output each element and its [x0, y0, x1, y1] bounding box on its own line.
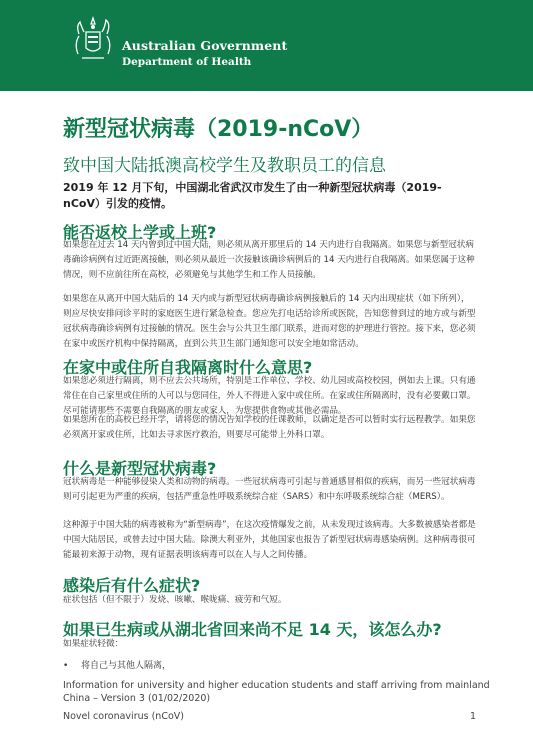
paragraph-virus-1: 冠状病毒是一种能够侵染人类和动物的病毒。一些冠状病毒可引起与普通感冒相似的疾病，而另一些冠状病毒则可引起更为严重的疾病，包括严重急性呼吸系统综合症（SARS）和中东呼吸系统综合症（MERS）。 — [63, 477, 476, 502]
paragraph-isolation-1: 如果您必须进行隔离，则不应去公共场所，特别是工作单位、学校、幼儿园或高校校园，例如去上课。只有通常住在自己家里或住所的人可以与您同住，外人不得进入家中或住所。在家或住所隔离时，没有必要戴口罩。尽可能请那些不需要自我隔离的朋友或家人，为您提供食物或其他必需品。 — [63, 376, 476, 416]
page-number: 1 — [470, 711, 477, 722]
heading-self-isolation: 在家中或住所自我隔离时什么意思? — [63, 358, 313, 377]
paragraph-isolation-2: 如果您所在的高校已经开学，请将您的情况告知学校的任课教师，以确定是否可以暂时实行远程教学。如果您必须离开家或住所，比如去寻求医疗救治，则要尽可能带上外科口罩。 — [63, 415, 476, 440]
page-title: 新型冠状病毒（2019-nCoV） — [63, 117, 374, 142]
intro-paragraph: 2019 年 12 月下旬，中国湖北省武汉市发生了由一种新型冠状病毒（2019-nCoV）引发的疫情。 — [63, 181, 442, 210]
heading-if-sick: 如果已生病或从湖北省回来尚不足 14 天，该怎么办? — [63, 620, 442, 639]
page-subtitle: 致中国大陆抵澳高校学生及教职员工的信息 — [63, 156, 386, 176]
government-name: Australian Government — [122, 38, 288, 53]
australian-coat-of-arms-icon — [70, 14, 116, 66]
footer-document-name: Novel coronavirus (nCoV) — [63, 711, 184, 722]
paragraph-return-1: 如果您在过去 14 天内曾到过中国大陆，则必须从离开那里后的 14 天内进行自我隔离。如果您与新型冠状病毒确诊病例有过近距离接触，则必须从最近一次接触该确诊病例后的 14 天内进行自我隔离。如果您属于这种情况，则不应前往所在高校，必须避免与其他学生和工作人员接触。 — [63, 240, 475, 280]
header-banner — [0, 0, 533, 91]
paragraph-return-2: 如果您在从离开中国大陆后的 14 天内或与新型冠状病毒确诊病例接触后的 14 天内出现症状（如下所列），则应尽快安排问诊平时的家庭医生进行紧急检查。您应先打电话给诊所或医院，告知您曾到过的地方或与新型冠状病毒确诊病例有过接触的情况。医生会与公共卫生部门联系，进而对您的护理进行管控。接下来，您必须在家中或医疗机构中保持隔离，直到公共卫生部门通知您可以安全地如常活动。 — [63, 294, 476, 349]
heading-return-to-school: 能否返校上学或上班? — [63, 223, 217, 242]
bullet-text: 将自己与其他人隔离， — [81, 661, 172, 671]
paragraph-symptoms: 症状包括（但不限于）发烧、咳嗽、喉咙痛、疲劳和气短。 — [63, 595, 287, 605]
department-name: Department of Health — [122, 56, 252, 68]
bullet-icon: • — [63, 661, 69, 671]
heading-symptoms: 感染后有什么症状? — [63, 576, 201, 595]
heading-what-is-virus: 什么是新型冠状病毒? — [63, 459, 217, 478]
list-item — [63, 658, 171, 671]
paragraph-mild-symptoms: 如果症状轻微： — [63, 639, 124, 649]
paragraph-virus-2: 这种源于中国大陆的病毒被称为“新型病毒”，在这次疫情爆发之前，从未发现过该病毒。大多数被感染者都是中国大陆居民，或曾去过中国大陆。除澳大利亚外，其他国家也报告了新型冠状病毒感染病例。这种病毒很可能最初来源于动物，现有证据表明该病毒可以在人与人之间传播。 — [63, 520, 476, 560]
footer-info: Information for university and higher education students and staff arriving from mainland China – Version 3 (01/02/2020) — [63, 680, 490, 704]
